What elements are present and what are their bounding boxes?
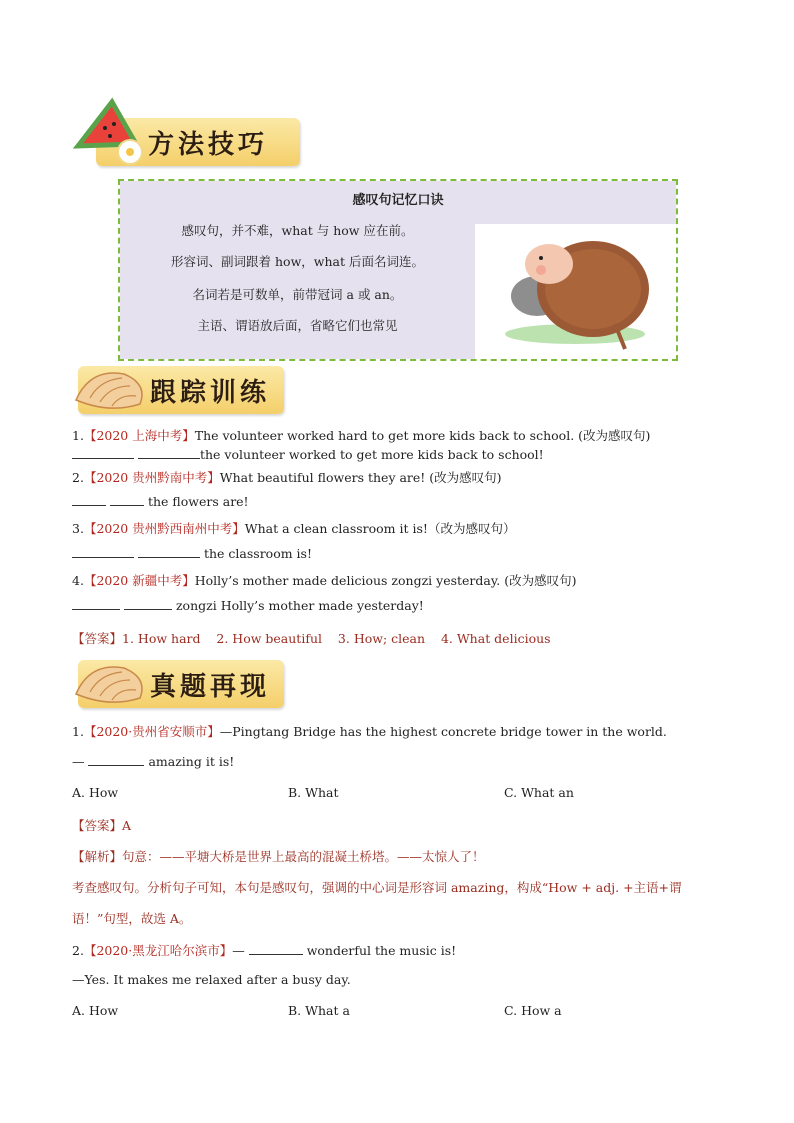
q1-analysis: 【解析】句意：——平塘大桥是世界上最高的混凝土桥塔。——太惊人了！ [72, 849, 485, 864]
q2-option-c[interactable]: C. How a [504, 1003, 562, 1018]
q1-line2: — amazing it is! [72, 754, 235, 769]
q2-line2: —Yes. It makes me relaxed after a busy day. [72, 972, 351, 987]
q1-analysis-line2: 考查感叹句。分析句子可知，本句是感叹句，强调的中心词是形容词 amazing，构成“How + adj. +主语+谓 [72, 880, 682, 895]
tracking-q3: 3.【2020 贵州黔西南州中考】What a clean classroom it is!（改为感叹句） [72, 521, 516, 536]
seashell-icon [70, 658, 154, 710]
q2-option-a[interactable]: A. How [72, 1003, 119, 1018]
q1-answer: 【答案】A [72, 818, 132, 833]
tracking-q2-answer-line: the flowers are! [72, 493, 249, 509]
tracking-answers: 【答案】1. How hard 2. How beautiful 3. How; clean 4. What delicious [72, 631, 551, 646]
tip-line-2: 形容词、副词跟着 how，what 后面名词连。 [120, 252, 475, 270]
tip-box [118, 179, 678, 361]
tip-line-1: 感叹句，并不难，what 与 how 应在前。 [120, 221, 475, 239]
tip-heading: 感叹句记忆口诀 [352, 193, 444, 208]
tracking-q1: 1.【2020 上海中考】The volunteer worked hard to get more kids back to school. (改为感叹句) [72, 428, 651, 443]
q1-option-b[interactable]: B. What [288, 785, 339, 800]
watermelon-icon [72, 96, 152, 170]
q1-option-a[interactable]: A. How [72, 785, 119, 800]
q2-option-b[interactable]: B. What a [288, 1003, 350, 1018]
tracking-q4: 4.【2020 新疆中考】Holly’s mother made delicious zongzi yesterday. (改为感叹句) [72, 573, 577, 588]
tracking-q4-answer-line: zongzi Holly’s mother made yesterday! [72, 597, 424, 613]
q1-analysis-line3: 语！”句型，故选 A。 [72, 911, 192, 926]
q1-option-c[interactable]: C. What an [504, 785, 574, 800]
seashell-icon [70, 364, 154, 416]
q2-stem: 2.【2020·黑龙江哈尔滨市】— wonderful the music is! [72, 943, 457, 958]
tracking-q1-answer-line: the volunteer worked to get more kids back to school! [72, 446, 544, 462]
section-title-methods: 方法技巧 [148, 130, 269, 160]
tip-line-3: 名词若是可数单，前带冠词 a 或 an。 [120, 285, 475, 303]
tracking-q2: 2.【2020 贵州黔南中考】What beautiful flowers they are! (改为感叹句) [72, 470, 502, 485]
section-title-real-questions: 真题再现 [150, 672, 271, 702]
hedgehog-illustration [475, 224, 674, 357]
section-title-tracking: 跟踪训练 [150, 378, 271, 408]
tracking-q3-answer-line: the classroom is! [72, 545, 312, 561]
tip-line-4: 主语、谓语放后面，省略它们也常见 [120, 316, 475, 334]
q1-stem: 1.【2020·贵州省安顺市】—Pingtang Bridge has the highest concrete bridge tower in the world. [72, 724, 667, 739]
